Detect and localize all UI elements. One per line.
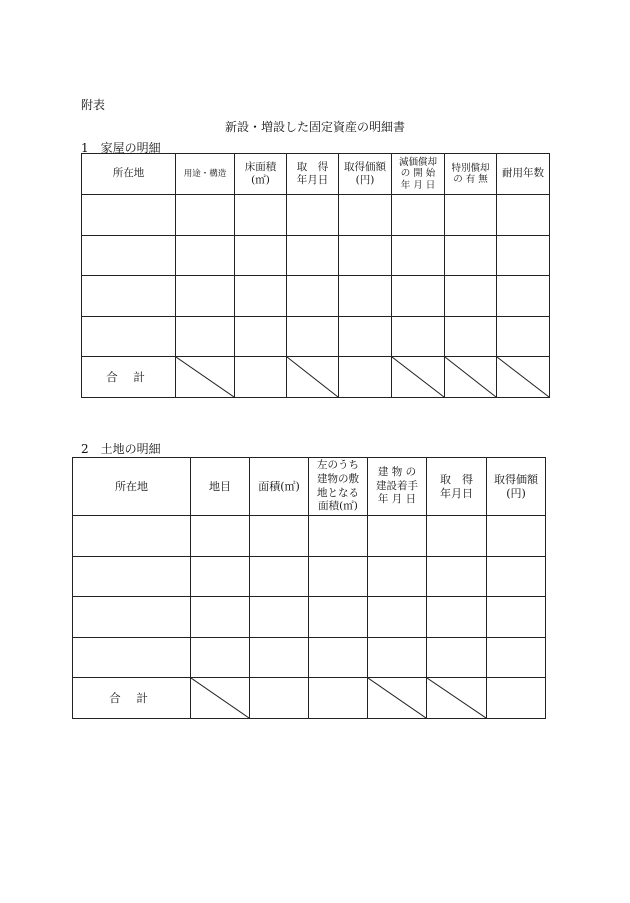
table-cell (309, 557, 368, 597)
table-cell (487, 557, 546, 597)
table-cell (235, 195, 287, 236)
table-cell (176, 276, 235, 317)
header-special-depreciation (445, 154, 497, 195)
table-cell (309, 638, 368, 678)
header-location: 所在地 (82, 154, 176, 195)
table-row (73, 638, 546, 678)
table-cell (235, 276, 287, 317)
table-cell (250, 557, 309, 597)
table-cell (427, 597, 487, 638)
header-use-structure: 用途・構造 (176, 154, 235, 195)
table-cell (73, 597, 191, 638)
table-cell (497, 236, 550, 276)
table-cell (309, 516, 368, 557)
header-depreciation-start (392, 154, 445, 195)
table-cell (309, 597, 368, 638)
table-cell (82, 236, 176, 276)
table-cell (392, 236, 445, 276)
section1-heading: 1 家屋の明細 (81, 141, 161, 155)
header-useful-life: 耐用年数 (497, 154, 550, 195)
land-details-table (72, 457, 546, 719)
table-cell (427, 516, 487, 557)
header-acquisition-price-text: 取得価額 (円) (344, 160, 386, 186)
diagonal-line (191, 678, 249, 718)
header-acquisition-date (427, 458, 487, 516)
table-cell (487, 678, 546, 719)
table-cell (427, 638, 487, 678)
table-cell (250, 597, 309, 638)
table-cell (191, 516, 250, 557)
header-depreciation-start-text: 減価償却 の 開 始 年 月 日 (398, 156, 437, 191)
table-cell (445, 195, 497, 236)
diagonal-cell (287, 357, 339, 398)
header-location: 所在地 (73, 458, 191, 516)
diagonal-cell (445, 357, 497, 398)
table-row (73, 597, 546, 638)
table-cell (445, 317, 497, 357)
diagonal-line (445, 357, 496, 397)
table-row (73, 557, 546, 597)
table-cell (339, 357, 392, 398)
table-cell (176, 236, 235, 276)
header-acquisition-date (287, 154, 339, 195)
total-row (73, 678, 546, 719)
table-cell (235, 317, 287, 357)
header-acquisition-price (339, 154, 392, 195)
appendix-label: 附表 (81, 98, 106, 112)
table-cell (73, 638, 191, 678)
table-cell (250, 678, 309, 719)
section2-heading: 2 土地の明細 (81, 442, 161, 456)
table-cell (497, 317, 550, 357)
table-cell (82, 317, 176, 357)
total-label: 合 計 (73, 678, 191, 719)
table-cell (445, 236, 497, 276)
table-header-row (73, 458, 546, 516)
header-special-depreciation-text: 特別償却 の 有 無 (451, 162, 490, 185)
header-acquisition-price-text: 取得価額 (円) (494, 472, 538, 500)
header-acquisition-price (487, 458, 546, 516)
total-row (82, 357, 550, 398)
table-row (73, 516, 546, 557)
table-row (82, 317, 550, 357)
header-acquisition-date-text: 取 得 年月日 (440, 472, 473, 500)
table-cell (191, 597, 250, 638)
table-cell (487, 638, 546, 678)
table-cell (73, 557, 191, 597)
diagonal-cell (427, 678, 487, 719)
diagonal-line (287, 357, 338, 397)
table-cell (309, 678, 368, 719)
table-cell (368, 597, 427, 638)
diagonal-line (176, 357, 234, 397)
table-cell (487, 516, 546, 557)
header-area: 面積(㎡) (250, 458, 309, 516)
table-cell (176, 195, 235, 236)
table-cell (287, 195, 339, 236)
table-cell (176, 317, 235, 357)
table-cell (191, 557, 250, 597)
table-row (82, 276, 550, 317)
header-land-category: 地目 (191, 458, 250, 516)
table-cell (368, 557, 427, 597)
table-cell (392, 276, 445, 317)
header-construction-start (368, 458, 427, 516)
diagonal-line (368, 678, 426, 718)
table-cell (339, 317, 392, 357)
table-cell (497, 195, 550, 236)
header-floor-area (235, 154, 287, 195)
diagonal-line (497, 357, 549, 397)
header-building-site-area (309, 458, 368, 516)
table-cell (287, 276, 339, 317)
table-header-row (82, 154, 550, 195)
table-cell (487, 597, 546, 638)
table-cell (235, 357, 287, 398)
building-details-table (81, 153, 550, 398)
table-cell (339, 236, 392, 276)
table-cell (287, 236, 339, 276)
table-cell (497, 276, 550, 317)
table-cell (287, 317, 339, 357)
table-cell (73, 516, 191, 557)
header-building-site-area-text: 左のうち 建物の敷 地となる 面積(㎡) (317, 459, 359, 513)
total-label: 合 計 (82, 357, 176, 398)
table-cell (392, 317, 445, 357)
table-row (82, 195, 550, 236)
header-floor-area-text: 床面積 (㎡) (244, 160, 277, 186)
table-cell (339, 276, 392, 317)
table-cell (82, 195, 176, 236)
table-cell (82, 276, 176, 317)
table-cell (250, 638, 309, 678)
table-cell (392, 195, 445, 236)
header-construction-start-text: 建 物 の 建設着手 年 月 日 (376, 466, 418, 506)
table-cell (368, 516, 427, 557)
diagonal-cell (392, 357, 445, 398)
diagonal-cell (497, 357, 550, 398)
table-cell (368, 638, 427, 678)
table-cell (445, 276, 497, 317)
diagonal-line (427, 678, 486, 718)
document-title: 新設・増設した固定資産の明細書 (224, 120, 405, 134)
table-row (82, 236, 550, 276)
header-acquisition-date-text: 取 得 年月日 (296, 160, 329, 186)
table-cell (427, 557, 487, 597)
diagonal-line (392, 357, 444, 397)
table-cell (250, 516, 309, 557)
diagonal-cell (176, 357, 235, 398)
table-cell (235, 236, 287, 276)
table-cell (191, 638, 250, 678)
table-cell (339, 195, 392, 236)
diagonal-cell (368, 678, 427, 719)
diagonal-cell (191, 678, 250, 719)
